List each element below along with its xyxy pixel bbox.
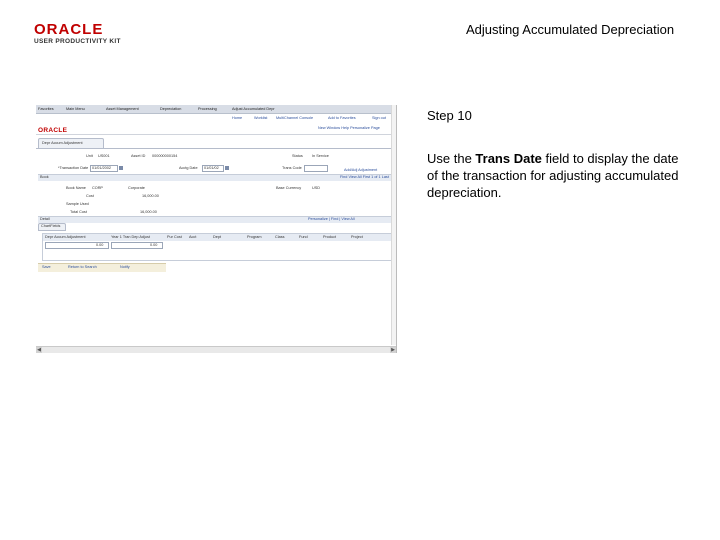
scroll-left-icon[interactable]: ◀ [37, 347, 41, 353]
step-label: Step 10 [427, 108, 472, 123]
col-acct: Acct [189, 235, 197, 239]
chartfields-label: ChartFields [41, 224, 61, 228]
total-cost-label: Total Cost [70, 210, 87, 214]
nav-favorites[interactable]: Favorites [38, 106, 54, 111]
nav-main-menu[interactable]: Main Menu [66, 106, 85, 111]
save-button[interactable]: Save [42, 265, 51, 269]
notify-button[interactable]: Notify [120, 265, 130, 269]
total-cost-value: 16,000.00 [140, 210, 157, 214]
instruction-field-name: Trans Date [475, 151, 542, 166]
multichannel-link[interactable]: MultiChannel Console [276, 116, 314, 120]
cost-value: 16,000.00 [142, 194, 159, 198]
book-name-desc: Corporate [128, 186, 145, 190]
add-favorites-link[interactable]: Add to Favorites [328, 116, 356, 120]
step-instruction [427, 150, 687, 201]
oracle-mini-logo: ORACLE [38, 127, 68, 134]
return-to-search-button[interactable]: Return to Search [68, 265, 97, 269]
asset-id-value: 000000000154 [152, 154, 178, 158]
base-currency-value: USD [312, 186, 321, 190]
col-depr-accum-adj: Depr Accum Adjustment [45, 235, 86, 239]
calendar-icon[interactable] [119, 166, 123, 170]
home-link[interactable]: Home [232, 116, 243, 120]
oracle-upk-logo [34, 22, 124, 46]
year1-adj-input[interactable] [111, 242, 163, 249]
cost-label: Cost [86, 194, 94, 198]
book-nav-links[interactable]: Find View All First 1 of 1 Last [340, 175, 389, 179]
detail-links[interactable]: Personalize | Find | View All [308, 217, 355, 221]
trans-code-input[interactable] [304, 165, 328, 172]
detail-section-bar [38, 216, 396, 223]
status-value: In Service [312, 154, 329, 158]
menu-bar [36, 105, 396, 114]
calendar-icon-2[interactable] [225, 166, 229, 170]
instruction-text-before: Use the [427, 151, 476, 166]
tab-divider [36, 148, 396, 149]
detail-label: Detail [40, 217, 50, 221]
sign-out-link[interactable]: Sign out [372, 116, 386, 120]
vertical-scrollbar[interactable] [391, 105, 396, 345]
asset-id-label: Asset ID [131, 154, 146, 158]
trans-code-label: Trans Code [282, 166, 302, 170]
depr-adj-value: 0.00 [96, 243, 104, 247]
add-adjustment-link[interactable]: Add/Adj Adjustment [344, 168, 378, 172]
tab-chartfields[interactable] [38, 223, 66, 231]
document-title: Adjusting Accumulated Depreciation [465, 22, 675, 37]
table-row [43, 242, 395, 248]
nav-adjust-accumulated[interactable]: Adjust Accumulated Depr [232, 106, 275, 111]
nav-processing[interactable]: Processing [198, 106, 217, 111]
col-dept: Dept [213, 235, 222, 239]
tab-label: Depr Accum Adjustment [42, 141, 83, 145]
book-section-label: Book [40, 175, 49, 179]
col-fund: Fund [299, 235, 308, 239]
acctg-date-label: Acctg Date [179, 166, 198, 170]
book-section-bar [38, 174, 396, 181]
book-name-label: Book Name [66, 186, 86, 190]
detail-grid [42, 233, 396, 261]
trans-date-label: *Transaction Date [58, 166, 89, 170]
oracle-logo-text: ORACLE [34, 21, 104, 38]
grid-header [43, 234, 395, 241]
status-label: Status [292, 154, 303, 158]
horizontal-scrollbar[interactable] [36, 346, 396, 353]
acctg-date-input[interactable] [202, 165, 224, 172]
col-product: Product [323, 235, 337, 239]
trans-date-value: 01/01/2002 [92, 166, 112, 170]
col-year1-tran: Year 1 Tran Dep Adjust [111, 235, 150, 239]
application-screenshot [36, 105, 397, 353]
col-project: Project [351, 235, 363, 239]
upk-logo-text: USER PRODUCTIVITY KIT [34, 38, 121, 45]
depr-adj-input[interactable] [45, 242, 109, 249]
button-bar [38, 263, 166, 272]
col-pur-cost: Pur Cost [167, 235, 182, 239]
instruction-text-after: field to display the date of the transaction for adjusting accumulated depreciation. [427, 151, 679, 200]
scroll-right-icon[interactable]: ▶ [391, 347, 395, 353]
col-class: Class [275, 235, 285, 239]
book-name-value: CORP [92, 186, 103, 190]
year1-adj-value: 0.00 [150, 243, 158, 247]
page-header [36, 114, 396, 135]
trans-date-input[interactable] [90, 165, 118, 172]
base-currency-label: Base Currency [276, 186, 302, 190]
worklist-link[interactable]: Worklist [254, 116, 268, 120]
sample-used-label: Sample Used [66, 202, 89, 206]
acctg-date-value: 01/01/02 [204, 166, 219, 170]
col-program: Program [247, 235, 262, 239]
nav-depreciation[interactable]: Depreciation [160, 106, 182, 111]
unit-label: Unit [86, 154, 93, 158]
unit-value: US001 [98, 154, 110, 158]
nav-asset-management[interactable]: Asset Management [106, 106, 139, 111]
new-window-links[interactable]: New Window Help Personalize Page [318, 126, 380, 130]
